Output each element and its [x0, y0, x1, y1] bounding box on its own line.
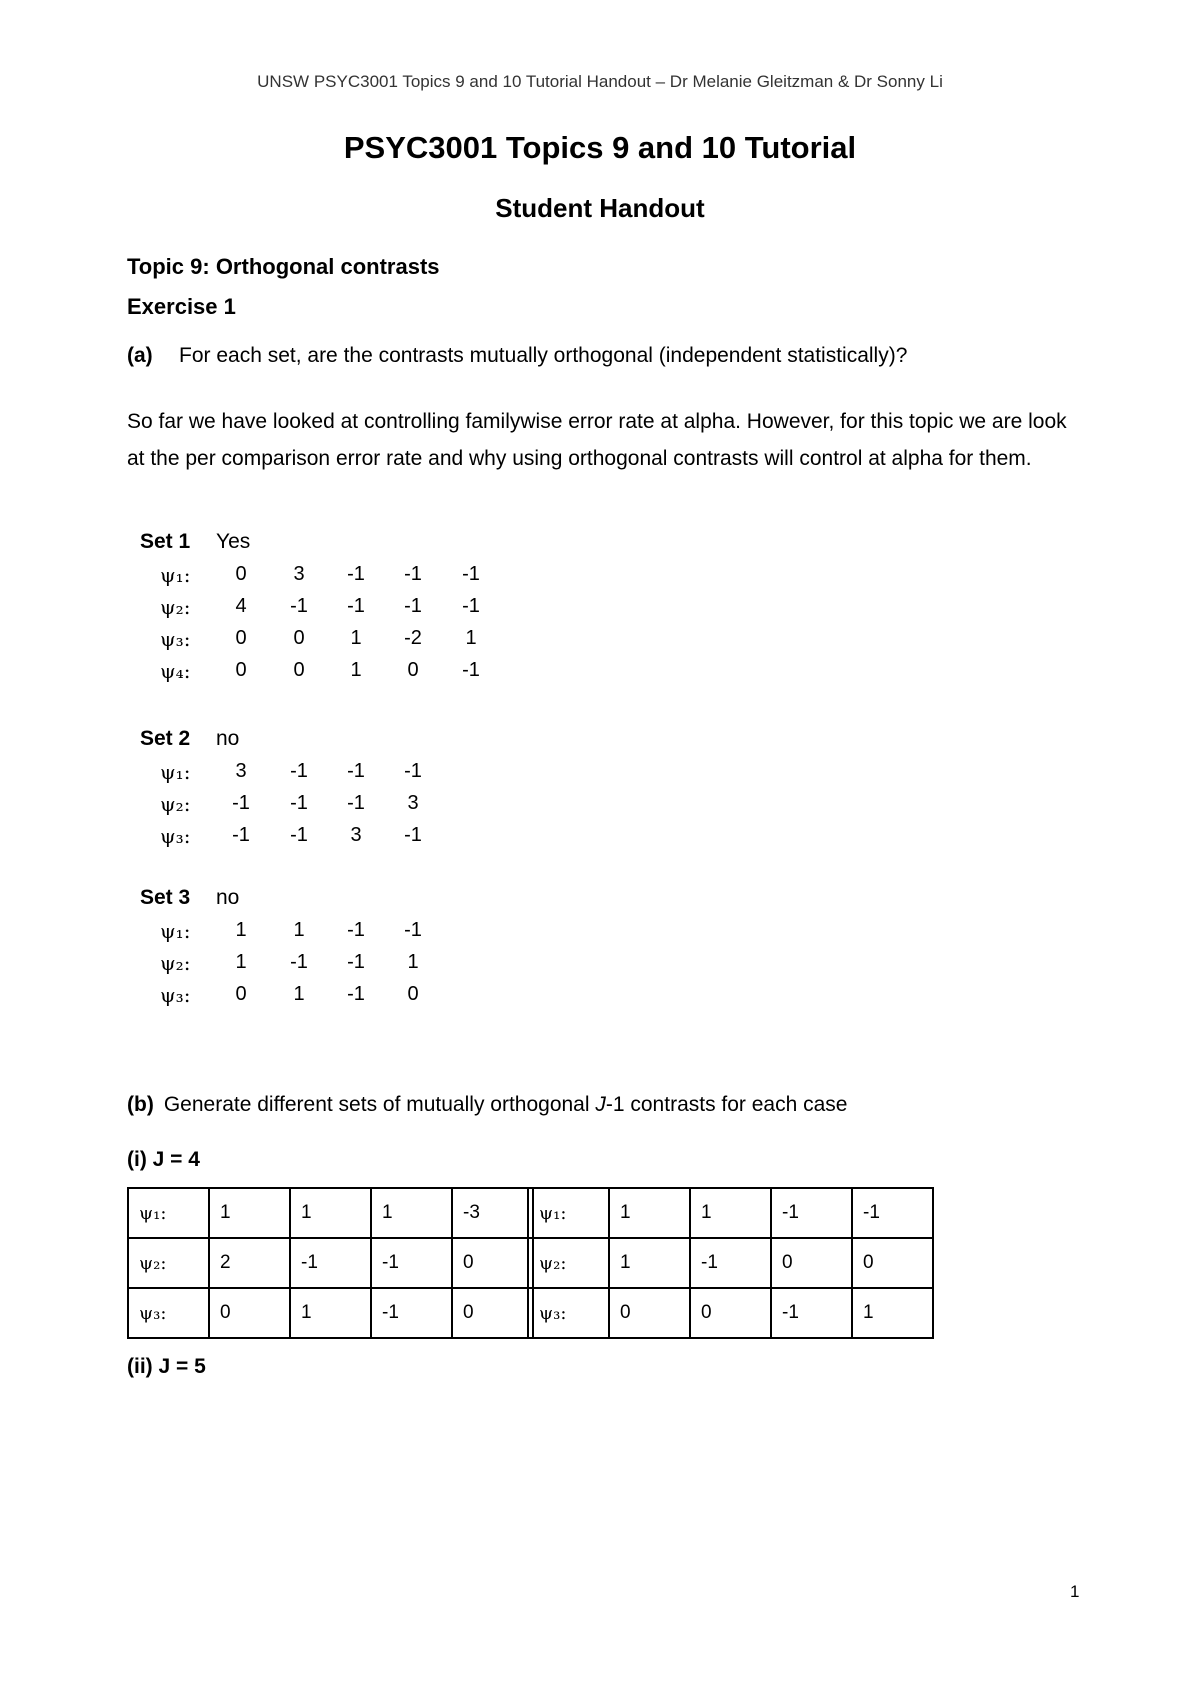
- topic-heading: Topic 9: Orthogonal contrasts: [127, 254, 440, 279]
- contrast-row-label: ψ₂:: [128, 1238, 209, 1288]
- contrast-coefficient: -1: [347, 563, 365, 585]
- table-cell: 0: [452, 1238, 533, 1288]
- set-answer: Yes: [216, 530, 251, 553]
- part-a-question-text: For each set, are the contrasts mutually orthogonal (independent statistically)?: [179, 344, 908, 367]
- contrast-coefficient: -1: [290, 760, 308, 782]
- table-cell: -1: [690, 1238, 771, 1288]
- contrast-coefficient: -1: [232, 792, 250, 814]
- contrast-coefficient: 3: [407, 792, 419, 814]
- part-a-question: [127, 344, 907, 368]
- contrast-table-2: [527, 1187, 934, 1339]
- table-cell: 1: [609, 1238, 690, 1288]
- table-row: [528, 1238, 933, 1288]
- set-answer: no: [216, 727, 240, 750]
- page-number: 1: [1070, 1582, 1080, 1601]
- table-cell: 1: [290, 1288, 371, 1338]
- table-row: [528, 1288, 933, 1338]
- part-b-question: [127, 1093, 848, 1117]
- set-label: Set 2: [140, 727, 191, 750]
- case-ii-heading: (ii) J = 5: [127, 1355, 206, 1378]
- contrast-row-label: ψ₁:: [160, 760, 191, 784]
- contrast-coefficient: 3: [293, 563, 305, 585]
- contrast-coefficient: 0: [407, 659, 419, 681]
- contrast-coefficient: -1: [347, 595, 365, 617]
- contrast-row-label: ψ₄:: [160, 659, 191, 683]
- contrast-row-label: ψ₁:: [528, 1188, 609, 1238]
- contrast-coefficient: 1: [235, 919, 247, 941]
- contrast-row-label: ψ₂:: [160, 595, 191, 619]
- part-a-paragraph: So far we have looked at controlling familywise error rate at alpha. However, for this topic we are look at the per comparison error rate and why using orthogonal contrasts will control at alpha for them.: [127, 410, 1067, 470]
- contrast-coefficient: -1: [404, 563, 422, 585]
- contrast-coefficient: 3: [350, 824, 362, 846]
- table-cell: 0: [690, 1288, 771, 1338]
- contrast-coefficient: -1: [404, 760, 422, 782]
- table-cell: -1: [852, 1188, 933, 1238]
- table-cell: 0: [609, 1288, 690, 1338]
- contrast-coefficient: -1: [232, 824, 250, 846]
- table-cell: 0: [452, 1288, 533, 1338]
- contrast-row-label: ψ₁:: [160, 563, 191, 587]
- contrast-coefficient: -2: [404, 627, 422, 649]
- contrast-coefficient: -1: [462, 595, 480, 617]
- contrast-coefficient: -1: [347, 919, 365, 941]
- table-cell: 0: [209, 1288, 290, 1338]
- contrast-row-label: ψ₃:: [160, 627, 191, 651]
- table-row: [128, 1288, 533, 1338]
- table-cell: -1: [771, 1188, 852, 1238]
- table-cell: 1: [209, 1188, 290, 1238]
- contrast-coefficient: -1: [404, 824, 422, 846]
- contrast-row-label: ψ₁:: [128, 1188, 209, 1238]
- part-b-text-2: -1 contrasts for each case: [605, 1093, 848, 1116]
- part-a-label: (a): [127, 344, 153, 367]
- contrast-coefficient: 0: [407, 983, 419, 1005]
- contrast-row-label: ψ₂:: [160, 951, 191, 975]
- contrast-coefficient: 1: [407, 951, 419, 973]
- contrast-row-label: ψ₂:: [160, 792, 191, 816]
- set-label: Set 3: [140, 886, 191, 909]
- contrast-coefficient: -1: [290, 595, 308, 617]
- table-cell: 1: [290, 1188, 371, 1238]
- table-cell: 1: [609, 1188, 690, 1238]
- table-row: [528, 1188, 933, 1238]
- document-title: PSYC3001 Topics 9 and 10 Tutorial: [343, 130, 857, 165]
- contrast-coefficient: 3: [235, 760, 247, 782]
- contrast-coefficient: 1: [235, 951, 247, 973]
- contrast-coefficient: 1: [350, 659, 362, 681]
- contrast-coefficient: -1: [290, 824, 308, 846]
- contrast-coefficient: -1: [347, 951, 365, 973]
- table-cell: 0: [771, 1238, 852, 1288]
- table-cell: 2: [209, 1238, 290, 1288]
- contrast-coefficient: -1: [347, 792, 365, 814]
- case-i-heading: (i) J = 4: [127, 1148, 200, 1171]
- table-cell: 1: [371, 1188, 452, 1238]
- contrast-coefficient: 4: [235, 595, 247, 617]
- set-label: Set 1: [140, 530, 191, 553]
- contrast-table-1: [127, 1187, 534, 1339]
- exercise-heading: Exercise 1: [127, 294, 236, 319]
- part-b-text-1: Generate different sets of mutually orthogonal: [163, 1093, 596, 1116]
- table-cell: -1: [371, 1288, 452, 1338]
- contrast-coefficient: 0: [293, 659, 305, 681]
- contrast-row-label: ψ₃:: [128, 1288, 209, 1338]
- table-cell: -1: [771, 1288, 852, 1338]
- contrast-coefficient: 0: [235, 659, 247, 681]
- contrast-coefficient: 1: [293, 919, 305, 941]
- contrast-coefficient: 0: [235, 563, 247, 585]
- contrast-row-label: ψ₃:: [160, 983, 191, 1007]
- contrast-row-label: ψ₃:: [160, 824, 191, 848]
- contrast-row-label: ψ₃:: [528, 1288, 609, 1338]
- contrast-coefficient: -1: [290, 951, 308, 973]
- set-answer: no: [216, 886, 240, 909]
- contrast-coefficient: -1: [404, 595, 422, 617]
- contrast-coefficient: 1: [465, 627, 477, 649]
- table-cell: -3: [452, 1188, 533, 1238]
- contrast-coefficient: -1: [290, 792, 308, 814]
- contrast-coefficient: -1: [462, 659, 480, 681]
- contrast-coefficient: -1: [462, 563, 480, 585]
- contrast-coefficient: -1: [404, 919, 422, 941]
- part-b-label: (b): [127, 1093, 154, 1116]
- table-row: [128, 1188, 533, 1238]
- contrast-row-label: ψ₂:: [528, 1238, 609, 1288]
- contrast-coefficient: 1: [293, 983, 305, 1005]
- contrast-coefficient: -1: [347, 760, 365, 782]
- part-b-var: J: [595, 1093, 606, 1116]
- table-cell: -1: [290, 1238, 371, 1288]
- contrast-row-label: ψ₁:: [160, 919, 191, 943]
- table-cell: -1: [371, 1238, 452, 1288]
- table-cell: 1: [690, 1188, 771, 1238]
- document-subtitle: Student Handout: [495, 193, 705, 223]
- table-row: [128, 1238, 533, 1288]
- contrast-coefficient: 1: [350, 627, 362, 649]
- table-cell: 0: [852, 1238, 933, 1288]
- contrast-coefficient: 0: [235, 983, 247, 1005]
- contrast-coefficient: -1: [347, 983, 365, 1005]
- running-header: UNSW PSYC3001 Topics 9 and 10 Tutorial Handout – Dr Melanie Gleitzman & Dr Sonny Li: [257, 72, 943, 91]
- table-cell: 1: [852, 1288, 933, 1338]
- contrast-coefficient: 0: [235, 627, 247, 649]
- contrast-coefficient: 0: [293, 627, 305, 649]
